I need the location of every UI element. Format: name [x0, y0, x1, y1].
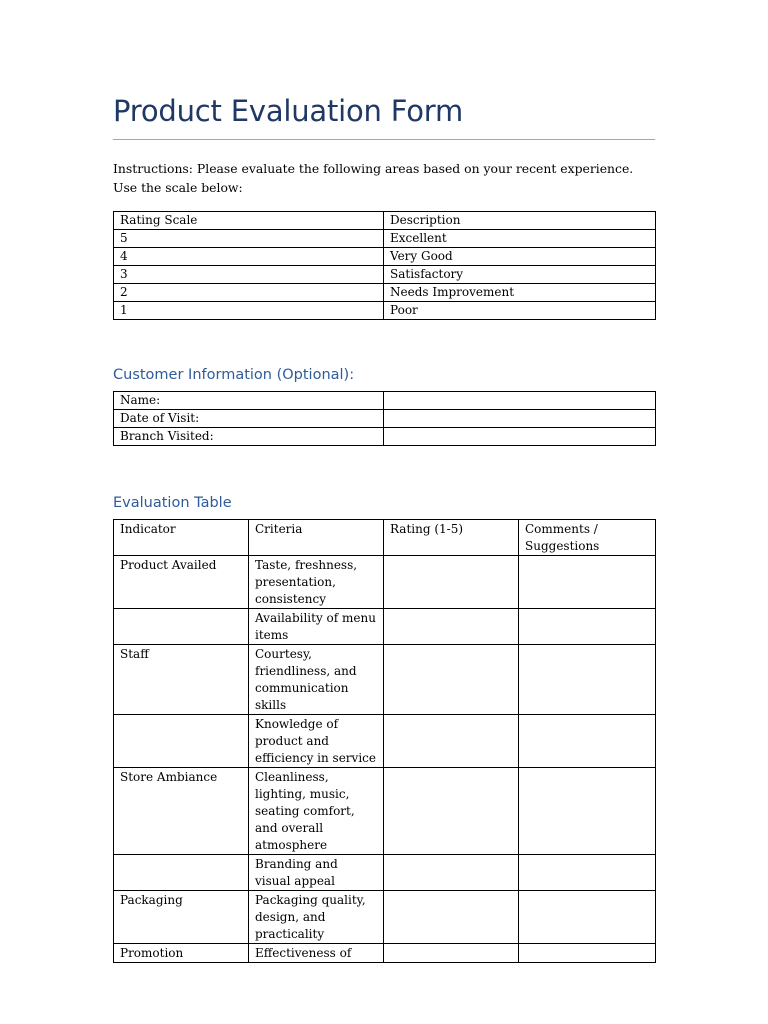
- comments-input-cell[interactable]: [519, 891, 656, 944]
- rating-input-cell[interactable]: [384, 891, 519, 944]
- table-row: [114, 230, 656, 248]
- table-row: [114, 392, 656, 410]
- table-header-row: [114, 520, 656, 556]
- rating-scale-table: [113, 211, 656, 320]
- table-row: [114, 302, 656, 320]
- table-header-cell: Indicator: [114, 520, 249, 556]
- indicator-cell: Store Ambiance: [114, 768, 249, 855]
- evaluation-heading: Evaluation Table: [113, 495, 232, 511]
- table-row: [114, 855, 656, 891]
- title-divider: [113, 139, 655, 140]
- rating-cell: 2: [114, 284, 384, 302]
- comments-input-cell[interactable]: [519, 556, 656, 609]
- criteria-cell: Courtesy, friendliness, and communication skills: [249, 645, 384, 715]
- customer-info-heading: Customer Information (Optional):: [113, 367, 355, 383]
- evaluation-table: [113, 519, 656, 963]
- rating-input-cell[interactable]: [384, 715, 519, 768]
- indicator-cell: Promotion: [114, 944, 249, 963]
- customer-info-table: [113, 391, 656, 446]
- table-header-cell: Description: [384, 212, 656, 230]
- table-row: [114, 645, 656, 715]
- description-cell: Very Good: [384, 248, 656, 266]
- rating-input-cell[interactable]: [384, 645, 519, 715]
- indicator-cell: Staff: [114, 645, 249, 715]
- comments-input-cell[interactable]: [519, 768, 656, 855]
- table-row: [114, 891, 656, 944]
- rating-cell: 1: [114, 302, 384, 320]
- comments-input-cell[interactable]: [519, 944, 656, 963]
- criteria-cell: Availability of menu items: [249, 609, 384, 645]
- branch-visited-field[interactable]: [384, 428, 656, 446]
- name-field[interactable]: [384, 392, 656, 410]
- indicator-cell: [114, 855, 249, 891]
- description-cell: Needs Improvement: [384, 284, 656, 302]
- table-row: [114, 284, 656, 302]
- table-header-cell: Criteria: [249, 520, 384, 556]
- rating-cell: 3: [114, 266, 384, 284]
- rating-input-cell[interactable]: [384, 609, 519, 645]
- page-title: Product Evaluation Form: [113, 94, 464, 128]
- rating-input-cell[interactable]: [384, 855, 519, 891]
- field-label: Date of Visit:: [114, 410, 384, 428]
- comments-input-cell[interactable]: [519, 855, 656, 891]
- table-row: [114, 248, 656, 266]
- comments-input-cell[interactable]: [519, 609, 656, 645]
- criteria-cell: Branding and visual appeal: [249, 855, 384, 891]
- criteria-cell: Packaging quality, design, and practicality: [249, 891, 384, 944]
- criteria-cell: Effectiveness of: [249, 944, 384, 963]
- indicator-cell: Product Availed: [114, 556, 249, 609]
- instructions-text: Instructions: Please evaluate the following areas based on your recent experience. Use the scale below:: [113, 161, 634, 195]
- comments-input-cell[interactable]: [519, 715, 656, 768]
- field-label: Branch Visited:: [114, 428, 384, 446]
- table-header-cell: Rating Scale: [114, 212, 384, 230]
- indicator-cell: [114, 715, 249, 768]
- table-header-cell: Comments / Suggestions: [519, 520, 656, 556]
- rating-input-cell[interactable]: [384, 768, 519, 855]
- indicator-cell: [114, 609, 249, 645]
- rating-cell: 5: [114, 230, 384, 248]
- rating-input-cell[interactable]: [384, 944, 519, 963]
- table-header-row: [114, 212, 656, 230]
- description-cell: Poor: [384, 302, 656, 320]
- table-row: [114, 428, 656, 446]
- table-row: [114, 410, 656, 428]
- table-row: [114, 715, 656, 768]
- comments-input-cell[interactable]: [519, 645, 656, 715]
- table-row: [114, 944, 656, 963]
- field-label: Name:: [114, 392, 384, 410]
- rating-input-cell[interactable]: [384, 556, 519, 609]
- table-row: [114, 768, 656, 855]
- criteria-cell: Cleanliness, lighting, music, seating comfort, and overall atmosphere: [249, 768, 384, 855]
- table-row: [114, 266, 656, 284]
- rating-cell: 4: [114, 248, 384, 266]
- table-row: [114, 609, 656, 645]
- indicator-cell: Packaging: [114, 891, 249, 944]
- criteria-cell: Taste, freshness, presentation, consistency: [249, 556, 384, 609]
- description-cell: Satisfactory: [384, 266, 656, 284]
- criteria-cell: Knowledge of product and efficiency in service: [249, 715, 384, 768]
- description-cell: Excellent: [384, 230, 656, 248]
- date-of-visit-field[interactable]: [384, 410, 656, 428]
- table-header-cell: Rating (1-5): [384, 520, 519, 556]
- table-row: [114, 556, 656, 609]
